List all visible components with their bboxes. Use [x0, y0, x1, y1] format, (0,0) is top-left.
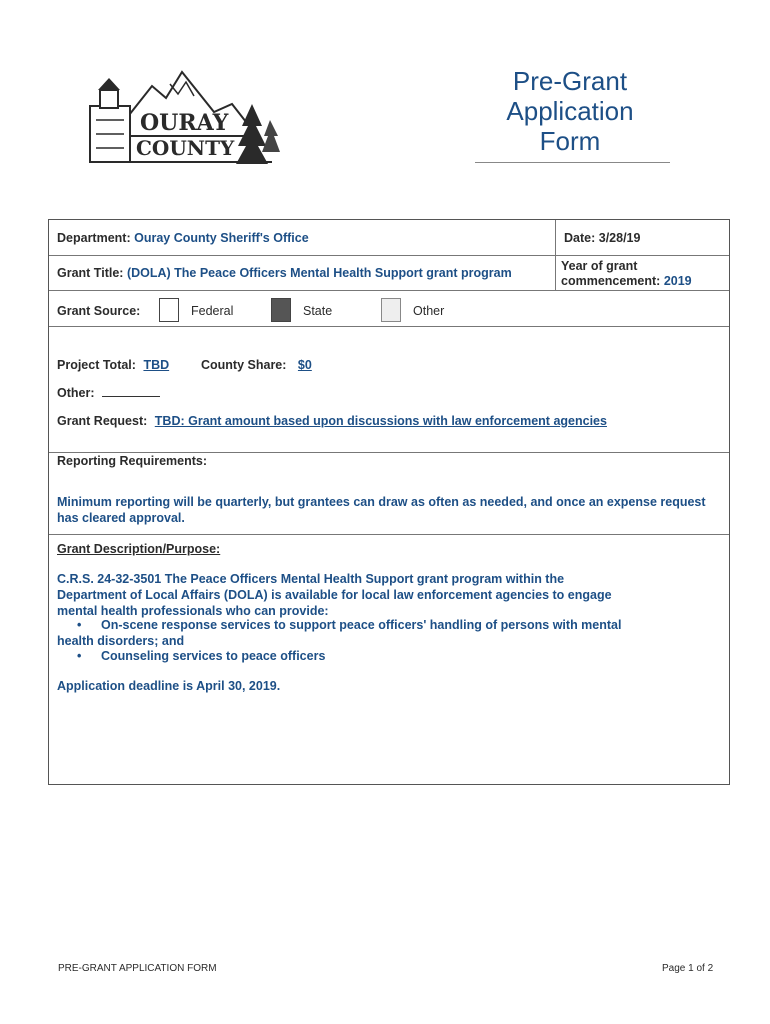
title-line-2: Application [506, 96, 634, 126]
grant-request-label: Grant Request: [57, 414, 148, 428]
grant-request-value: TBD: Grant amount based upon discussions with law enforcement agencies [154, 414, 607, 428]
description-line-1: C.R.S. 24-32-3501 The Peace Officers Mental Health Support grant program within the [57, 572, 565, 586]
grant-request-row [57, 414, 607, 428]
divider [49, 255, 729, 256]
year-label-line1: Year of grant [561, 259, 638, 273]
other-row [57, 386, 160, 400]
description-text [57, 571, 612, 619]
grant-source-label: Grant Source: [57, 304, 141, 318]
county-share-label: County Share: [201, 358, 287, 372]
year-label-line2: commencement: [561, 274, 661, 288]
divider [49, 534, 729, 535]
department-row [57, 231, 309, 245]
reporting-line-2: has cleared approval. [57, 511, 185, 525]
footer-form-name: PRE-GRANT APPLICATION FORM [58, 963, 217, 974]
application-form [48, 219, 730, 785]
title-line-1: Pre-Grant [512, 66, 628, 96]
county-share-value: $0 [297, 358, 312, 372]
divider [49, 452, 729, 453]
bullet-1-line-2: health disorders; and [57, 634, 185, 648]
title-rule [475, 162, 670, 163]
bullet-1-line-1: On-scene response services to support peace officers' handling of persons with mental [101, 618, 622, 632]
date-value: 3/28/19 [598, 231, 641, 245]
divider [49, 290, 729, 291]
bullet-item-2: Counseling services to peace officers [101, 649, 326, 663]
grant-title-value: (DOLA) The Peace Officers Mental Health Support grant program [126, 266, 512, 280]
year-row [561, 259, 692, 289]
deadline-text: Application deadline is April 30, 2019. [57, 679, 281, 693]
grant-title-row [57, 266, 512, 280]
other-source-label: Other [413, 304, 445, 318]
project-total-label: Project Total: [57, 358, 136, 372]
bullet-dot-2: • [77, 649, 82, 663]
date-label: Date: [564, 231, 596, 245]
year-value: 2019 [663, 274, 692, 288]
department-label: Department: [57, 231, 131, 245]
other-blank-line [102, 386, 160, 397]
other-label: Other: [57, 386, 95, 400]
logo-text-county: COUNTY [136, 136, 235, 160]
federal-label: Federal [191, 304, 234, 318]
project-total-value: TBD [143, 358, 170, 372]
bullet-item-1 [57, 617, 621, 649]
department-value: Ouray County Sheriff's Office [134, 231, 309, 245]
federal-checkbox[interactable] [159, 298, 179, 322]
ouray-county-logo [82, 64, 282, 174]
description-line-2: Department of Local Affairs (DOLA) is available for local law enforcement agencies to engage [57, 588, 612, 602]
grant-title-label: Grant Title: [57, 266, 124, 280]
bullet-dot-1: • [77, 618, 82, 632]
reporting-label: Reporting Requirements: [57, 454, 208, 468]
description-line-3: mental health professionals who can provide: [57, 604, 329, 618]
date-row [564, 231, 640, 245]
description-label: Grant Description/Purpose: [57, 542, 221, 556]
title-line-3: Form [539, 126, 601, 156]
page-title [470, 66, 670, 156]
state-checkbox[interactable] [271, 298, 291, 322]
state-label: State [303, 304, 333, 318]
project-total-row [57, 358, 169, 372]
other-checkbox[interactable] [381, 298, 401, 322]
divider [49, 326, 729, 327]
reporting-line-1: Minimum reporting will be quarterly, but grantees can draw as often as needed, and once an expense request [57, 495, 706, 509]
footer-page-number: Page 1 of 2 [662, 963, 714, 974]
county-share-row [201, 358, 312, 372]
reporting-text [57, 494, 706, 526]
logo-text-ouray: OURAY [140, 110, 229, 136]
column-divider [555, 220, 556, 290]
